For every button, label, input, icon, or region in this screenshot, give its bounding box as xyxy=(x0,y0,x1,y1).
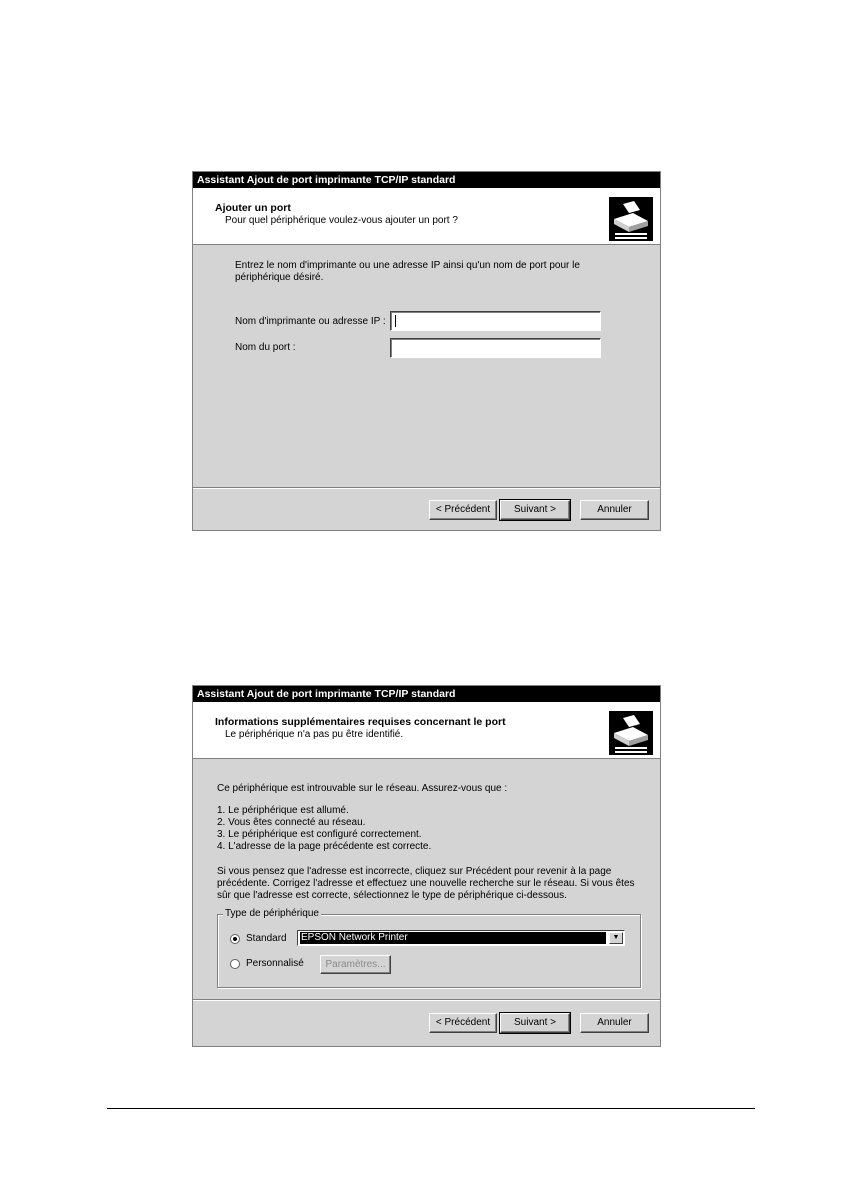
next-button[interactable]: Suivant > xyxy=(500,500,570,520)
wizard-header xyxy=(193,188,660,245)
checklist-item-4: 4. L'adresse de la page précédente est correcte. xyxy=(217,841,432,852)
wizard-header xyxy=(193,702,660,759)
custom-radio-label[interactable]: Personnalisé xyxy=(246,958,304,969)
port-name-label: Nom du port : xyxy=(235,342,296,353)
checklist-item-3: 3. Le périphérique est configuré correctement. xyxy=(217,829,422,840)
window-title: Assistant Ajout de port imprimante TCP/IP standard xyxy=(193,172,660,188)
back-button[interactable]: < Précédent xyxy=(429,500,497,520)
dropdown-arrow-icon[interactable]: ▼ xyxy=(609,932,623,944)
advice-line-1: Si vous pensez que l'adresse est incorrecte, cliquez sur Précédent pour revenir à la page xyxy=(217,866,612,877)
device-type-groupbox xyxy=(217,914,641,988)
printer-wizard-icon xyxy=(609,711,653,755)
page-footer-rule xyxy=(107,1108,755,1109)
checklist-item-2: 2. Vous êtes connecté au réseau. xyxy=(217,817,366,828)
instructions-line-1: Entrez le nom d'imprimante ou une adresse IP ainsi qu'un nom de port pour le xyxy=(235,260,580,271)
add-port-wizard-dialog xyxy=(192,171,661,531)
advice-line-2: précédente. Corrigez l'adresse et effectuez une nouvelle recherche sur le réseau. Si vous êtes xyxy=(217,878,635,889)
port-info-required-dialog xyxy=(192,685,661,1047)
header-subtitle: Pour quel périphérique voulez-vous ajouter un port ? xyxy=(225,215,458,226)
device-type-select[interactable] xyxy=(297,930,625,946)
instructions-line-2: périphérique désiré. xyxy=(235,272,324,283)
printer-name-label: Nom d'imprimante ou adresse IP : xyxy=(235,316,386,327)
checklist-item-1: 1. Le périphérique est allumé. xyxy=(217,805,349,816)
port-name-field[interactable] xyxy=(390,338,601,358)
parameters-button[interactable]: Paramètres... xyxy=(320,955,391,974)
text-caret xyxy=(395,315,396,327)
footer-separator xyxy=(193,999,660,1001)
footer-separator xyxy=(193,487,660,489)
standard-radio[interactable] xyxy=(230,934,240,944)
custom-radio[interactable] xyxy=(230,959,240,969)
intro-text: Ce périphérique est introuvable sur le réseau. Assurez-vous que : xyxy=(217,783,508,794)
header-subtitle: Le périphérique n'a pas pu être identifié. xyxy=(225,729,404,740)
header-title: Informations supplémentaires requises concernant le port xyxy=(215,716,506,728)
header-title: Ajouter un port xyxy=(215,202,291,214)
next-button[interactable]: Suivant > xyxy=(500,1013,570,1033)
standard-radio-label[interactable]: Standard xyxy=(246,933,287,944)
device-type-group-label: Type de périphérique xyxy=(225,908,319,919)
printer-name-field[interactable] xyxy=(390,311,601,331)
device-type-select-value: EPSON Network Printer xyxy=(300,932,606,944)
cancel-button[interactable]: Annuler xyxy=(580,1013,649,1033)
back-button[interactable]: < Précédent xyxy=(429,1013,497,1033)
printer-wizard-icon xyxy=(609,197,653,241)
cancel-button[interactable]: Annuler xyxy=(580,500,649,520)
window-title: Assistant Ajout de port imprimante TCP/IP standard xyxy=(193,686,660,702)
advice-line-3: sûr que l'adresse est correcte, sélectionnez le type de périphérique ci-dessous. xyxy=(217,890,567,901)
